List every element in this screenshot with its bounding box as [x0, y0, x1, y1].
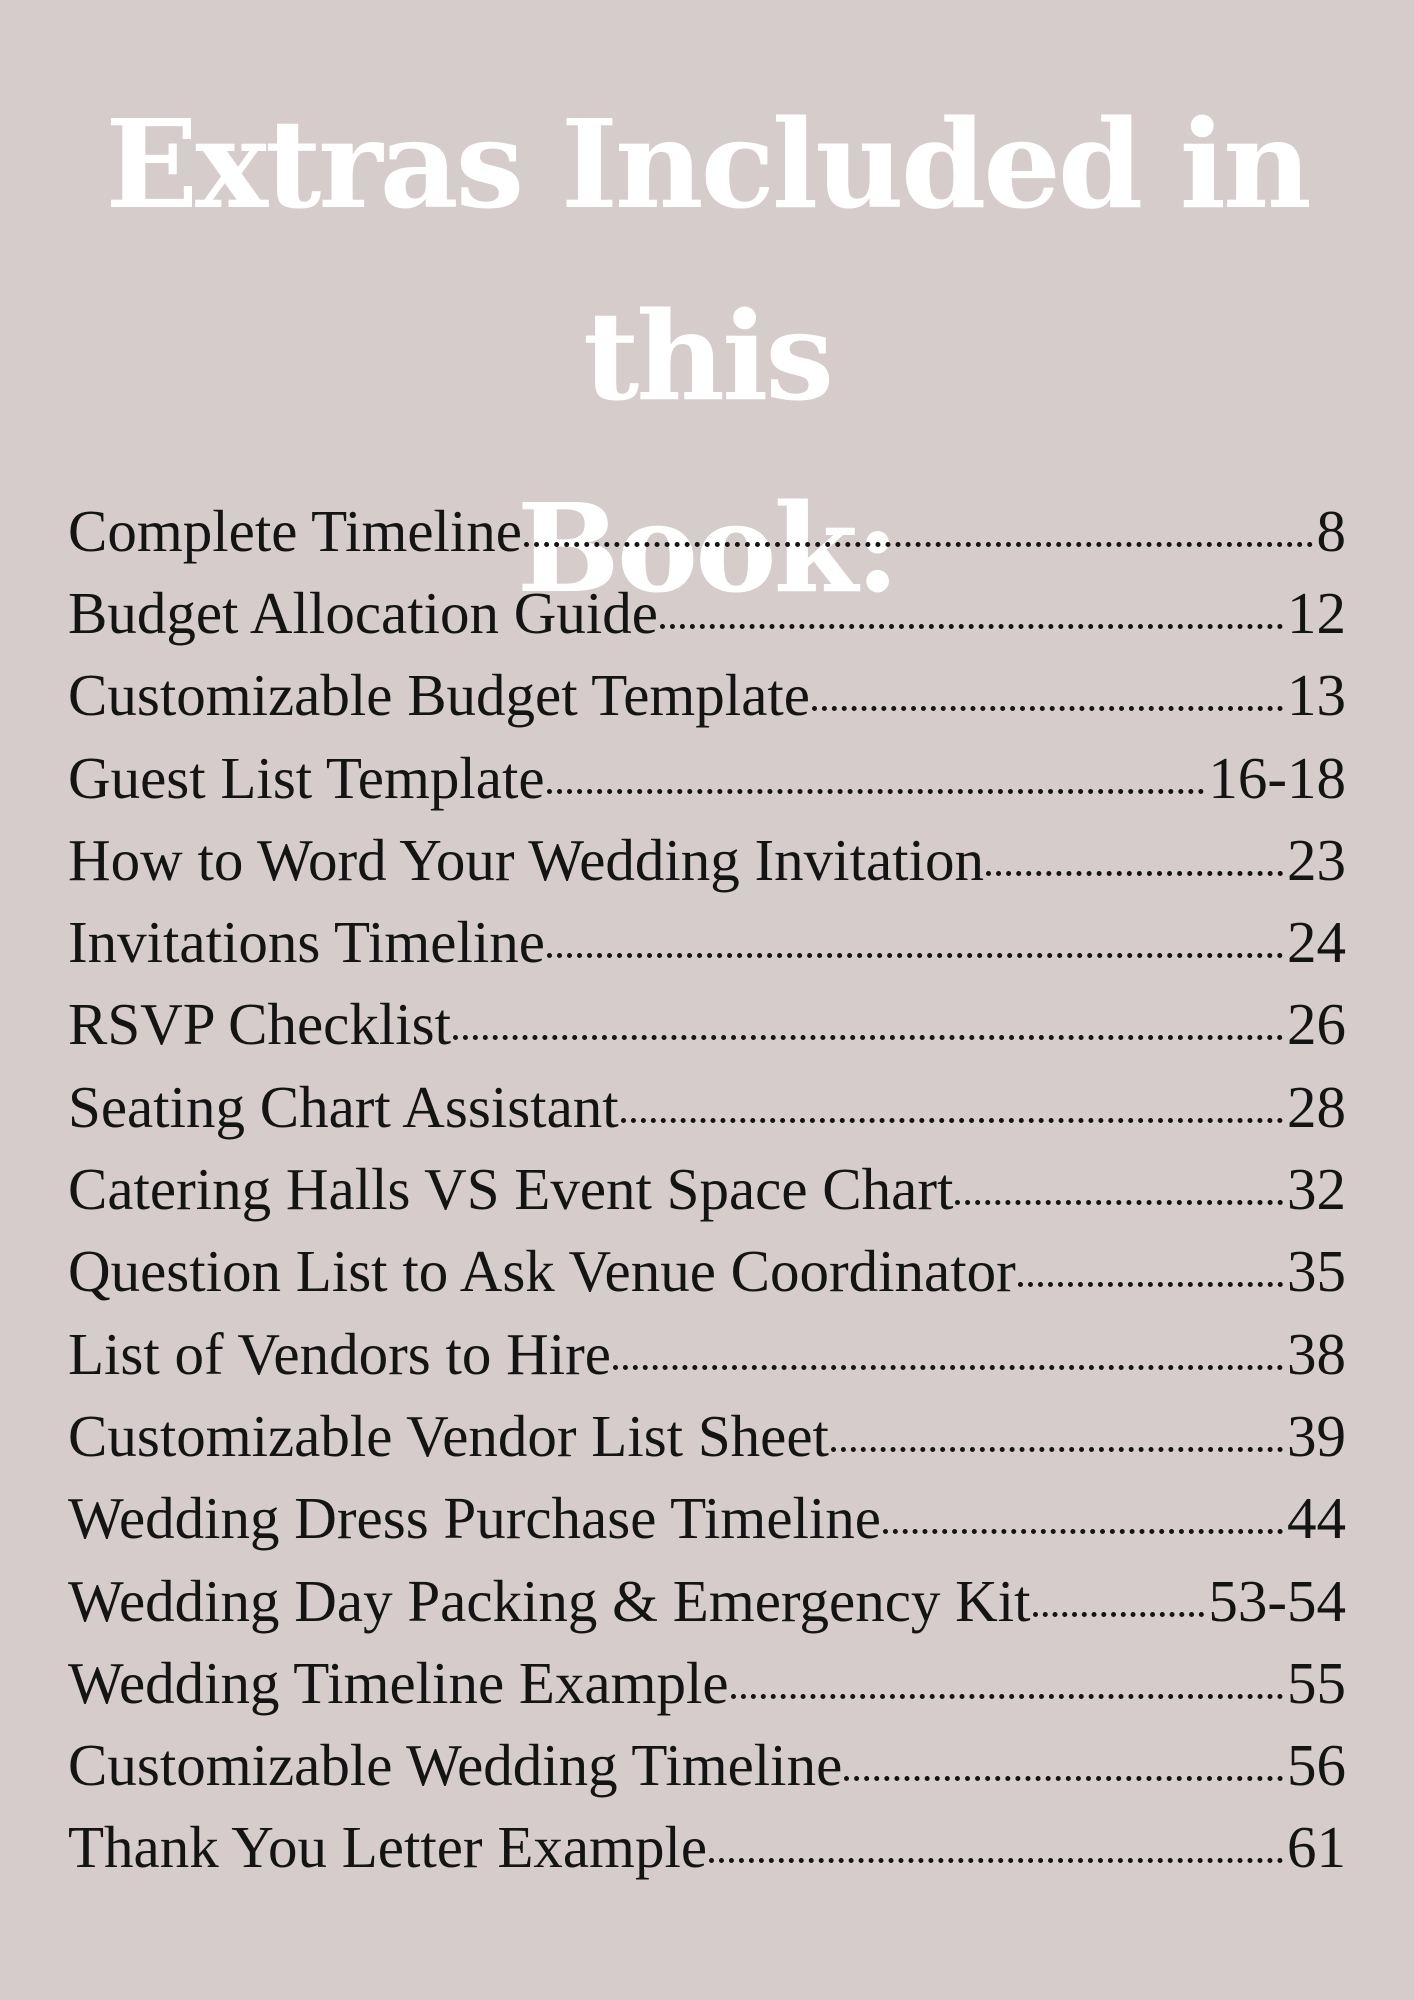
toc-entry-page: 56: [1287, 1732, 1346, 1799]
toc-entry-title: Seating Chart Assistant: [68, 1073, 619, 1140]
toc-entry-title: Wedding Day Packing & Emergency Kit: [68, 1567, 1031, 1634]
toc-entry-title: Budget Allocation Guide: [68, 579, 658, 646]
toc-entry-title: Wedding Dress Purchase Timeline: [68, 1485, 881, 1552]
toc-entry-page: 28: [1287, 1073, 1346, 1140]
toc-entry: [68, 737, 1346, 819]
toc-entry: [68, 1231, 1346, 1313]
toc-entry: [68, 1642, 1346, 1724]
dot-leader: [1018, 1282, 1283, 1287]
toc-entry-title: Invitations Timeline: [68, 909, 545, 976]
toc-entry: [68, 1724, 1346, 1806]
dot-leader: [731, 1694, 1283, 1699]
dot-leader: [883, 1529, 1283, 1534]
toc-entry: [68, 1313, 1346, 1395]
toc-entry-page: 55: [1287, 1649, 1346, 1716]
toc-entry: [68, 984, 1346, 1066]
toc-entry-title: Question List to Ask Venue Coordinator: [68, 1238, 1016, 1305]
toc-entry-page: 8: [1316, 497, 1346, 564]
toc-entry: [68, 572, 1346, 654]
toc-entry-title: Guest List Template: [68, 744, 545, 811]
toc-entry-title: Customizable Vendor List Sheet: [68, 1402, 829, 1469]
toc-entry: [68, 655, 1346, 737]
dot-leader: [613, 1365, 1283, 1370]
toc-entry-title: How to Word Your Wedding Invitation: [68, 826, 984, 893]
toc-entry: [68, 1395, 1346, 1477]
toc-entry-title: Complete Timeline: [68, 497, 522, 564]
toc-entry: [68, 1066, 1346, 1148]
toc-entry: [68, 1807, 1346, 1889]
toc-entry-page: 26: [1287, 991, 1346, 1058]
dot-leader: [709, 1858, 1283, 1863]
page-title-line-2: Book:: [516, 476, 898, 620]
toc-entry-title: Wedding Timeline Example: [68, 1649, 729, 1716]
toc-entry: [68, 901, 1346, 983]
dot-leader: [547, 953, 1283, 958]
toc-entry-page: 35: [1287, 1238, 1346, 1305]
toc-entry-title: Thank You Letter Example: [68, 1814, 708, 1881]
toc-entry: [68, 1560, 1346, 1642]
toc-entry-title: Customizable Budget Template: [68, 662, 810, 729]
dot-leader: [831, 1447, 1283, 1452]
dot-leader: [621, 1118, 1283, 1123]
toc-entry-title: List of Vendors to Hire: [68, 1320, 611, 1387]
toc-entry: [68, 490, 1346, 572]
toc-entry-page: 32: [1287, 1156, 1346, 1223]
toc-entry: [68, 819, 1346, 901]
dot-leader: [986, 871, 1283, 876]
dot-leader: [844, 1776, 1283, 1781]
dot-leader: [1033, 1612, 1205, 1617]
toc-entry-page: 13: [1287, 662, 1346, 729]
toc-entry-page: 24: [1287, 909, 1346, 976]
toc-entry-title: Customizable Wedding Timeline: [68, 1732, 843, 1799]
dot-leader: [812, 706, 1283, 711]
page-title-line-1: Extras Included in this: [105, 92, 1309, 428]
toc-entry: [68, 1148, 1346, 1230]
toc-entry-page: 39: [1287, 1402, 1346, 1469]
toc-entry: [68, 1478, 1346, 1560]
toc-entry-title: RSVP Checklist: [68, 991, 452, 1058]
dot-leader: [524, 542, 1313, 547]
toc-entry-page: 16-18: [1208, 744, 1346, 811]
dot-leader: [955, 1200, 1283, 1205]
toc-entry-page: 61: [1287, 1814, 1346, 1881]
dot-leader: [453, 1035, 1283, 1040]
toc-entry-title: Catering Halls VS Event Space Chart: [68, 1156, 954, 1223]
toc-entry-page: 53-54: [1208, 1567, 1346, 1634]
toc-entry-page: 38: [1287, 1320, 1346, 1387]
dot-leader: [547, 789, 1205, 794]
extras-list: [68, 490, 1346, 1889]
dot-leader: [660, 624, 1283, 629]
toc-entry-page: 23: [1287, 826, 1346, 893]
toc-entry-page: 12: [1287, 579, 1346, 646]
toc-entry-page: 44: [1287, 1485, 1346, 1552]
